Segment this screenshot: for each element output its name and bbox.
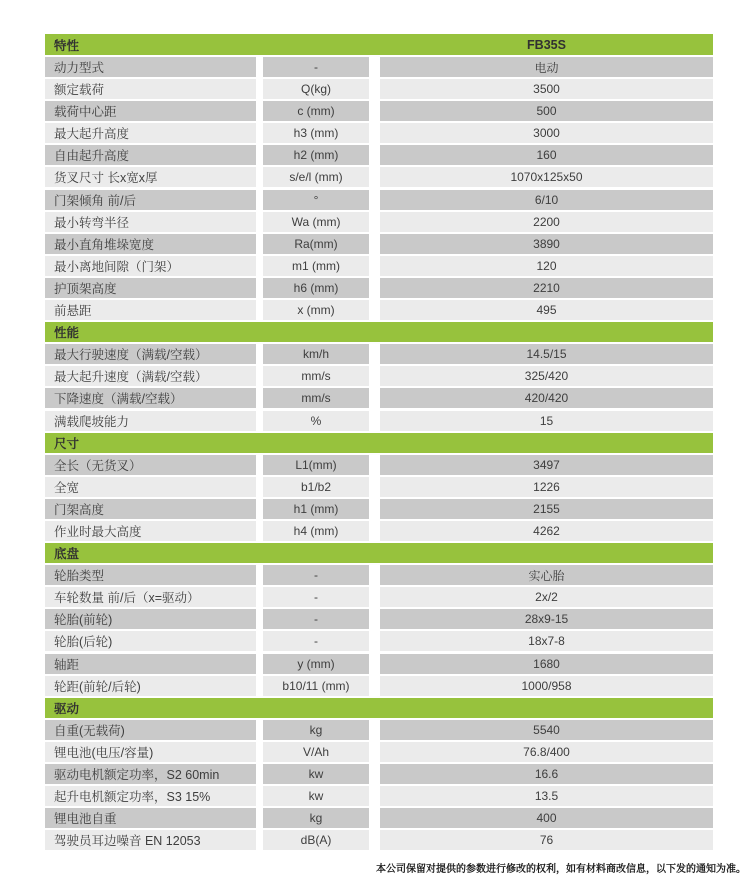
spec-value: 500 <box>380 101 713 121</box>
spec-value: 16.6 <box>380 764 713 784</box>
spec-row <box>45 631 713 651</box>
spec-label: 门架倾角 前/后 <box>45 190 256 210</box>
spec-unit: h1 (mm) <box>263 499 369 519</box>
spec-unit: y (mm) <box>263 654 369 674</box>
spec-value: 2155 <box>380 499 713 519</box>
spec-label: 驱动电机额定功率，S2 60min <box>45 764 256 784</box>
spec-value: 2200 <box>380 212 713 232</box>
spec-unit: m1 (mm) <box>263 256 369 276</box>
spec-value: 160 <box>380 145 713 165</box>
spec-value: 1070x125x50 <box>380 167 713 187</box>
spec-row <box>45 344 713 364</box>
spec-unit: h2 (mm) <box>263 145 369 165</box>
spec-label: 最大行驶速度（满载/空载） <box>45 344 256 364</box>
spec-unit: V/Ah <box>263 742 369 762</box>
section-header: 尺寸 <box>45 433 713 453</box>
spec-row <box>45 366 713 386</box>
spec-label: 驾驶员耳边噪音 EN 12053 <box>45 830 256 850</box>
spec-value: 1680 <box>380 654 713 674</box>
spec-table <box>45 34 713 852</box>
spec-unit: ° <box>263 190 369 210</box>
spec-value: 15 <box>380 411 713 431</box>
spec-unit: c (mm) <box>263 101 369 121</box>
spec-row <box>45 786 713 806</box>
spec-label: 门架高度 <box>45 499 256 519</box>
spec-label: 额定载荷 <box>45 79 256 99</box>
spec-value: 28x9-15 <box>380 609 713 629</box>
spec-label: 前悬距 <box>45 300 256 320</box>
spec-label: 车轮数量 前/后（x=驱动） <box>45 587 256 607</box>
spec-row <box>45 57 713 77</box>
spec-label: 轮距(前轮/后轮) <box>45 676 256 696</box>
section-header: 性能 <box>45 322 713 342</box>
spec-row <box>45 123 713 143</box>
spec-value: 1226 <box>380 477 713 497</box>
spec-label: 全长（无货叉） <box>45 455 256 475</box>
spec-unit: L1(mm) <box>263 455 369 475</box>
spec-row <box>45 256 713 276</box>
spec-label: 自由起升高度 <box>45 145 256 165</box>
spec-row <box>45 278 713 298</box>
spec-row <box>45 190 713 210</box>
disclaimer-text: 本公司保留对提供的参数进行修改的权利，如有材料商改信息，以下发的通知为准。 <box>376 864 746 875</box>
spec-row <box>45 499 713 519</box>
spec-unit: h3 (mm) <box>263 123 369 143</box>
spec-value: 76 <box>380 830 713 850</box>
spec-unit: Wa (mm) <box>263 212 369 232</box>
spec-label: 最大起升高度 <box>45 123 256 143</box>
spec-value: 电动 <box>380 57 713 77</box>
feature-column-header: 特性 <box>54 38 80 53</box>
spec-row <box>45 300 713 320</box>
spec-unit: km/h <box>263 344 369 364</box>
spec-unit: b1/b2 <box>263 477 369 497</box>
spec-unit: h4 (mm) <box>263 521 369 541</box>
spec-unit: - <box>263 57 369 77</box>
spec-value: 3000 <box>380 123 713 143</box>
spec-row <box>45 79 713 99</box>
spec-label: 满载爬坡能力 <box>45 411 256 431</box>
spec-row <box>45 388 713 408</box>
spec-value: 2x/2 <box>380 587 713 607</box>
spec-row <box>45 234 713 254</box>
spec-value: 2210 <box>380 278 713 298</box>
table-header-row <box>45 34 713 55</box>
spec-row <box>45 764 713 784</box>
spec-label: 轮胎类型 <box>45 565 256 585</box>
spec-unit: kw <box>263 764 369 784</box>
spec-value: 13.5 <box>380 786 713 806</box>
spec-unit: kw <box>263 786 369 806</box>
spec-unit: h6 (mm) <box>263 278 369 298</box>
spec-row <box>45 212 713 232</box>
spec-unit: mm/s <box>263 388 369 408</box>
spec-unit: Ra(mm) <box>263 234 369 254</box>
section-header: 驱动 <box>45 698 713 718</box>
spec-value: 120 <box>380 256 713 276</box>
spec-unit: b10/11 (mm) <box>263 676 369 696</box>
spec-label: 作业时最大高度 <box>45 521 256 541</box>
spec-label: 最小离地间隙（门架） <box>45 256 256 276</box>
spec-row <box>45 101 713 121</box>
spec-label: 轴距 <box>45 654 256 674</box>
spec-unit: dB(A) <box>263 830 369 850</box>
spec-row <box>45 455 713 475</box>
spec-row <box>45 587 713 607</box>
spec-label: 最小转弯半径 <box>45 212 256 232</box>
spec-row <box>45 654 713 674</box>
spec-label: 货叉尺寸 长x宽x厚 <box>45 167 256 187</box>
spec-value: 实心胎 <box>380 565 713 585</box>
spec-row <box>45 477 713 497</box>
spec-unit: Q(kg) <box>263 79 369 99</box>
spec-unit: - <box>263 609 369 629</box>
spec-row <box>45 742 713 762</box>
spec-label: 锂电池(电压/容量) <box>45 742 256 762</box>
spec-label: 最小直角堆垛宽度 <box>45 234 256 254</box>
spec-label: 载荷中心距 <box>45 101 256 121</box>
spec-value: 325/420 <box>380 366 713 386</box>
spec-row <box>45 145 713 165</box>
spec-value: 400 <box>380 808 713 828</box>
spec-unit: - <box>263 631 369 651</box>
spec-unit: - <box>263 587 369 607</box>
spec-value: 76.8/400 <box>380 742 713 762</box>
spec-row <box>45 720 713 740</box>
spec-label: 起升电机额定功率，S3 15% <box>45 786 256 806</box>
spec-row <box>45 830 713 850</box>
spec-label: 全宽 <box>45 477 256 497</box>
model-header: FB35S <box>527 37 566 52</box>
spec-label: 轮胎(后轮) <box>45 631 256 651</box>
spec-label: 自重(无载荷) <box>45 720 256 740</box>
spec-row <box>45 411 713 431</box>
spec-row <box>45 521 713 541</box>
spec-label: 最大起升速度（满载/空载） <box>45 366 256 386</box>
spec-value: 420/420 <box>380 388 713 408</box>
spec-unit: kg <box>263 808 369 828</box>
spec-value: 3497 <box>380 455 713 475</box>
spec-row <box>45 808 713 828</box>
spec-value: 6/10 <box>380 190 713 210</box>
spec-value: 5540 <box>380 720 713 740</box>
spec-label: 下降速度（满载/空载） <box>45 388 256 408</box>
spec-value: 3890 <box>380 234 713 254</box>
spec-row <box>45 676 713 696</box>
spec-unit: x (mm) <box>263 300 369 320</box>
spec-label: 锂电池自重 <box>45 808 256 828</box>
spec-unit: s/e/l (mm) <box>263 167 369 187</box>
spec-unit: kg <box>263 720 369 740</box>
spec-label: 轮胎(前轮) <box>45 609 256 629</box>
table-body <box>45 57 713 850</box>
spec-value: 14.5/15 <box>380 344 713 364</box>
spec-unit: % <box>263 411 369 431</box>
spec-row <box>45 167 713 187</box>
spec-value: 1000/958 <box>380 676 713 696</box>
spec-value: 3500 <box>380 79 713 99</box>
spec-unit: - <box>263 565 369 585</box>
section-header: 底盘 <box>45 543 713 563</box>
spec-value: 4262 <box>380 521 713 541</box>
spec-label: 动力型式 <box>45 57 256 77</box>
spec-row <box>45 609 713 629</box>
spec-value: 495 <box>380 300 713 320</box>
spec-row <box>45 565 713 585</box>
spec-unit: mm/s <box>263 366 369 386</box>
spec-label: 护顶架高度 <box>45 278 256 298</box>
spec-value: 18x7-8 <box>380 631 713 651</box>
